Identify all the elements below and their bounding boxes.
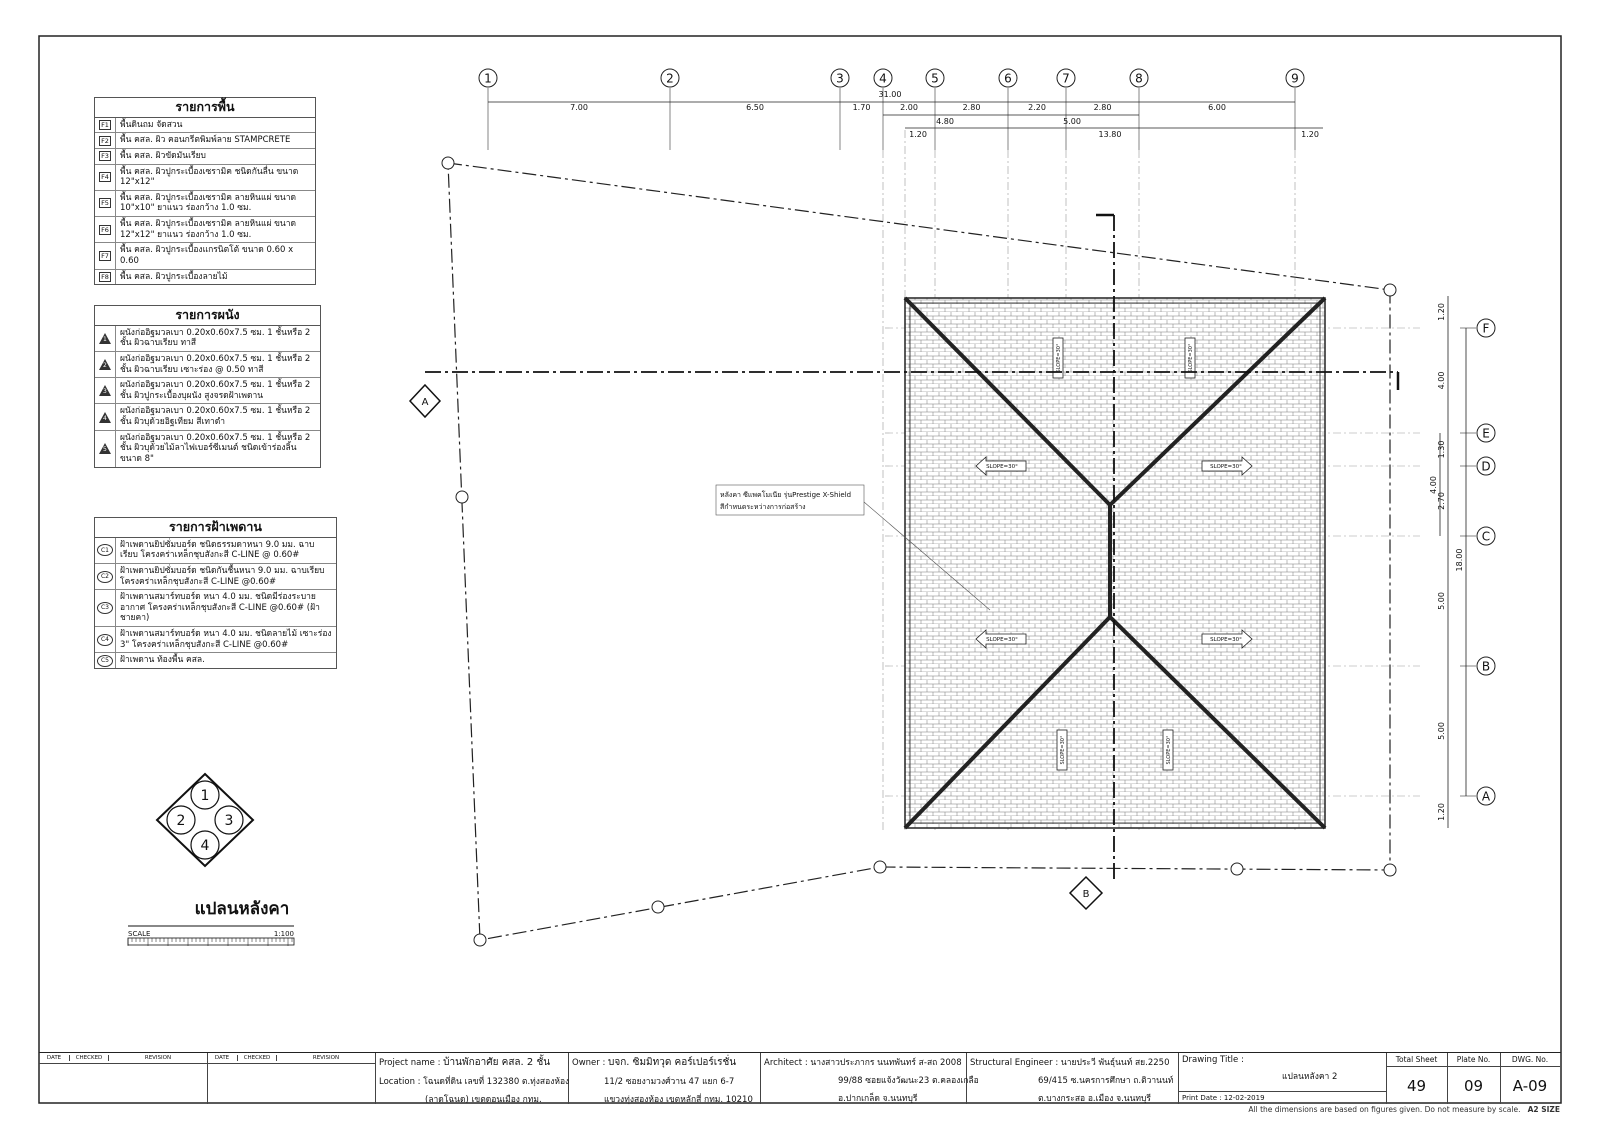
engineer-address-1: 69/415 ซ.นครการศึกษา ถ.ติวานนท์: [1038, 1076, 1174, 1086]
legend-tag-label: F5: [101, 199, 109, 208]
compass-number: 4: [200, 838, 210, 854]
architect-cell: [760, 1053, 979, 1104]
legend-wall-row: [95, 352, 320, 378]
legend-text: ผนังก่ออิฐมวลเบา 0.20x0.60x7.5 ซม. 1 ชั้นหรือ 2 ชั้น ผิวฉาบเรียบ เซาะร่อง @ 0.50 ทาสี: [120, 353, 311, 375]
grid-column-label: 7: [1062, 71, 1070, 86]
dimension-value: 6.50: [746, 103, 764, 112]
legend-ceiling-row: [95, 538, 336, 564]
title-block: [39, 1052, 1561, 1104]
legend-tag-label: 4: [103, 414, 107, 422]
legend-tag: [95, 564, 116, 589]
legend-text: ฝ้าเพดานสมาร์ทบอร์ด หนา 4.0 มม. ชนิดมีร่องระบายอากาศ โครงคร่าเหล็กชุบสังกะสี C-LINE @0.60# (ฝ้าชายคา): [120, 592, 320, 624]
slope-label: SLOPE=30°: [1210, 637, 1242, 643]
architect-value: นางสาวประภากร นนทพันทร์ ส-สถ 2008: [810, 1058, 962, 1068]
legend-tag: [95, 191, 116, 216]
legend-tag-label: 5: [103, 446, 107, 454]
legend-text: พื้น คสล. ผิวปูกระเบื้องเซรามิค ชนิดกันลื่น ขนาด 12"x12": [120, 166, 299, 188]
legend-tag: [95, 270, 116, 285]
legend-text: พื้น คสล. ผิวปูกระเบื้องลายไม้: [120, 271, 228, 282]
legend-floor-row: [95, 270, 315, 285]
grid-column-label: 9: [1291, 71, 1299, 86]
legend-tag: [95, 378, 116, 403]
legend-tag-label: 2: [103, 362, 107, 369]
legend-tag-label: F3: [101, 152, 109, 161]
plan-title: แปลนหลังคา: [194, 899, 290, 919]
legend-tag: [95, 431, 116, 467]
grid-column-label: 5: [931, 71, 939, 86]
rev-header: REVISION: [312, 1055, 340, 1061]
section-label-a: A: [421, 397, 429, 408]
survey-marker: [442, 157, 454, 169]
architect-label: Architect :: [764, 1058, 808, 1068]
legend-text: พื้นดินถม จัดสวน: [120, 119, 183, 130]
dimension-value: 1.20: [1301, 130, 1319, 139]
legend-tag: [95, 149, 116, 164]
legend-text: พื้น คสล. ผิวปูกระเบื้องเซรามิค ลายหินแผ่ ขนาด 10"x10" ยาแนว ร่องกว้าง 1.0 ซม.: [120, 192, 297, 214]
legend-floor-row: [95, 243, 315, 269]
dwg-no-value: A-09: [1512, 1077, 1548, 1095]
project-value: บ้านพักอาศัย คสล. 2 ชั้น: [443, 1057, 551, 1068]
engineer-cell: [966, 1053, 1179, 1104]
plate-no-label: Plate No.: [1447, 1053, 1500, 1067]
legend-tag: [95, 243, 116, 268]
legend-tag: [95, 165, 116, 190]
owner-cell: [568, 1053, 761, 1104]
grid-column-label: 1: [484, 71, 492, 86]
dimension-value: 5.00: [1437, 722, 1446, 740]
rev-header: REVISION: [144, 1055, 172, 1061]
grid-column-label: 3: [836, 71, 844, 86]
owner-address-1: 11/2 ซอยงามวงศ์วาน 47 แยก 6-7: [604, 1077, 735, 1087]
slope-label: SLOPE=30°: [1166, 735, 1172, 765]
grid-row-label: B: [1481, 659, 1491, 674]
drawing-title-cell: [1178, 1053, 1387, 1104]
legend-floor-row: [95, 165, 315, 191]
location-label: Location :: [379, 1077, 421, 1087]
slope-label: SLOPE=30°: [1060, 735, 1066, 765]
dimension-disclaimer: All the dimensions are based on figures given. Do not measure by scale.: [1248, 1105, 1521, 1114]
survey-marker: [1384, 864, 1396, 876]
dimension-value: 2.70: [1437, 492, 1446, 510]
location-value-2: (ลาดโฉนด) เขตดอนเมือง กทม.: [425, 1095, 542, 1105]
rev-header: DATE: [207, 1055, 238, 1061]
legend-tag-label: C5: [97, 655, 113, 667]
wall-legend: [94, 305, 321, 468]
survey-marker: [456, 491, 468, 503]
dimension-value: 7.00: [570, 103, 588, 112]
architect-address-2: อ.ปากเกล็ด จ.นนทบุรี: [838, 1094, 918, 1104]
grid-column-label: 2: [666, 71, 674, 86]
floor-legend-title: รายการพื้น: [95, 98, 315, 118]
legend-text: ฝ้าเพดานยิปซั่มบอร์ด ชนิดธรรมดาหนา 9.0 มม. ฉาบเรียบ โครงคร่าเหล็กชุบสังกะสี C-LINE @ 0.60#: [120, 539, 315, 561]
survey-marker: [874, 861, 886, 873]
total-sheet-cell: [1386, 1053, 1448, 1104]
dimension-value: 2.00: [900, 103, 918, 112]
survey-marker: [474, 934, 486, 946]
architect-address-1: 99/88 ซอยแจ้งวัฒนะ23 ต.คลองเกลือ: [838, 1076, 979, 1086]
legend-ceiling-row: [95, 564, 336, 590]
dwg-no-cell: [1500, 1053, 1560, 1104]
legend-text: ผนังก่ออิฐมวลเบา 0.20x0.60x7.5 ซม. 1 ชั้นหรือ 2 ชั้น ผิวปูกระเบื้องบุผนัง สูงจรดฝ้าเพดาน: [120, 380, 311, 401]
legend-tag: [95, 326, 116, 351]
legend-ceiling-row: [95, 590, 336, 627]
legend-tag-label: F6: [101, 225, 109, 234]
dimension-value: 2.80: [962, 103, 981, 112]
legend-floor-row: [95, 118, 315, 134]
slope-label: SLOPE=30°: [1188, 343, 1194, 373]
engineer-label: Structural Engineer :: [970, 1058, 1059, 1068]
dimension-value: 5.00: [1437, 592, 1446, 610]
legend-tag-label: F4: [101, 173, 109, 182]
ceiling-legend-title: รายการฝ้าเพดาน: [95, 518, 336, 538]
owner-label: Owner :: [572, 1058, 606, 1068]
dimension-value: 1.30: [1437, 440, 1446, 459]
legend-wall-row: [95, 404, 320, 430]
slope-label: SLOPE=30°: [1210, 464, 1242, 470]
legend-wall-row: [95, 326, 320, 352]
dwg-no-label: DWG. No.: [1500, 1053, 1560, 1067]
legend-tag: [95, 118, 116, 133]
location-value: โฉนดที่ดิน เลขที่ 132380 ต.ทุ่งสองห้อง: [423, 1077, 570, 1087]
plate-no-cell: [1447, 1053, 1501, 1104]
grid-column-label: 8: [1135, 71, 1143, 86]
scale-value: 1:100: [273, 930, 294, 938]
dimension-value: 6.00: [1208, 103, 1226, 112]
slope-label: SLOPE=30°: [1056, 343, 1062, 373]
rev-header: CHECKED: [238, 1055, 277, 1061]
legend-floor-row: [95, 133, 315, 149]
legend-tag-label: F1: [101, 120, 109, 129]
legend-ceiling-row: [95, 653, 336, 668]
compass-number: 1: [200, 788, 210, 804]
legend-wall-row: [95, 378, 320, 404]
legend-ceiling-row: [95, 627, 336, 653]
legend-tag: [95, 538, 116, 563]
dimension-value: 1.20: [1437, 303, 1446, 321]
revision-table-1: [39, 1053, 208, 1104]
dimension-value: 4.00: [1429, 476, 1438, 494]
survey-marker: [652, 901, 664, 913]
legend-text: พื้น คสล. ผิวปูกระเบื้องเซรามิค ลายหินแผ่ ขนาด 12"x12" ยาแนว ร่องกว้าง 1.0 ซม.: [120, 219, 297, 240]
grid-row-label: A: [1481, 789, 1491, 804]
grid-row-label: D: [1481, 459, 1491, 474]
compass-number: 2: [176, 813, 186, 829]
legend-tag-label: C2: [97, 571, 113, 583]
rev-header: DATE: [39, 1055, 70, 1061]
legend-text: ฝ้าเพดานสมาร์ทบอร์ด หนา 4.0 มม. ชนิดลายไม้ เซาะร่อง 3" โครงคร่าเหล็กชุบสังกะสี C-LINE @0.60#: [120, 629, 332, 650]
plate-no-value: 09: [1463, 1077, 1484, 1095]
dimension-value: 1.20: [1437, 803, 1446, 821]
legend-tag-label: F8: [101, 272, 109, 281]
grid-row-label: C: [1481, 529, 1491, 544]
engineer-value: นายประวี พันธุ์นนท์ สย.2250: [1060, 1058, 1170, 1068]
project-cell: [375, 1053, 569, 1104]
dimension-value: 4.00: [1437, 371, 1446, 390]
rev-header: CHECKED: [70, 1055, 109, 1061]
dimension-value: 1.20: [909, 130, 927, 139]
slope-label: SLOPE=30°: [986, 637, 1018, 643]
grid-column-label: 4: [879, 71, 887, 86]
grid-row-label: F: [1482, 321, 1490, 336]
paper-size: A2 SIZE: [1527, 1105, 1560, 1114]
legend-floor-row: [95, 191, 315, 217]
footer-note: [1248, 1105, 1560, 1114]
legend-tag-label: 3: [103, 388, 107, 396]
callout-text: หลังคา ซีแพคโมเนีย รุ่นPrestige X-Shield: [720, 491, 852, 499]
legend-text: ฝ้าเพดานยิปซั่มบอร์ด ชนิดกันชื้นหนา 9.0 มม. ฉาบเรียบ โครงคร่าเหล็กชุบสังกะสี C-LINE @0.60#: [120, 565, 325, 587]
dimension-value: 4.80: [936, 117, 954, 126]
total-sheet-label: Total Sheet: [1386, 1053, 1447, 1067]
legend-tag-label: C1: [97, 544, 113, 556]
grid-column-label: 6: [1004, 71, 1012, 86]
roof-outline: [905, 298, 1325, 828]
print-date: Print Date : 12-02-2019: [1178, 1091, 1386, 1104]
legend-wall-row: [95, 431, 320, 467]
grid-row-label: E: [1482, 426, 1490, 441]
legend-text: พื้น คสล. ผิว คอนกรีตพิมพ์ลาย STAMPCRETE: [120, 135, 291, 146]
project-label: Project name :: [379, 1058, 441, 1068]
scale-label: SCALE: [128, 930, 151, 938]
legend-text: ฝ้าเพดาน ท้องพื้น คสล.: [120, 655, 205, 666]
wall-legend-title: รายการผนัง: [95, 306, 320, 326]
survey-marker: [1231, 863, 1243, 875]
legend-tag: [95, 627, 116, 652]
legend-tag-label: C3: [97, 602, 113, 614]
owner-value: บจก. ซิมมิทวุด คอร์เปอร์เรชั่น: [608, 1057, 737, 1068]
legend-tag: [95, 590, 116, 626]
drawing-title-label: Drawing Title :: [1182, 1055, 1244, 1065]
legend-floor-row: [95, 149, 315, 165]
legend-text: ผนังก่ออิฐมวลเบา 0.20x0.60x7.5 ซม. 1 ชั้นหรือ 2 ชั้น ผิวบุด้วยอิฐเทียม สีเทาดำ: [120, 406, 311, 427]
dimension-value: 2.20: [1028, 103, 1046, 112]
dimension-value: 1.70: [852, 103, 871, 112]
legend-tag: [95, 133, 116, 148]
floor-legend: [94, 97, 316, 285]
callout-text: สีกำหนดระหว่างการก่อสร้าง: [720, 503, 806, 511]
dimension-value: 5.00: [1063, 117, 1081, 126]
legend-text: พื้น คสล. ผิวขัดมันเรียบ: [120, 150, 206, 161]
legend-text: ผนังก่ออิฐมวลเบา 0.20x0.60x7.5 ซม. 1 ชั้นหรือ 2 ชั้น ผิวบุด้วยไม้ลาไฟเบอร์ซีเมนต์ ชนิดเข้าร่องลิ้น ขนาด 8": [120, 432, 311, 464]
legend-tag-label: F7: [101, 251, 109, 260]
dimension-total: 31.00: [878, 90, 902, 99]
drawing-title-value: แปลนหลังคา 2: [1282, 1072, 1338, 1082]
ceiling-legend: [94, 517, 337, 669]
legend-tag-label: 1: [103, 335, 107, 343]
legend-tag: [95, 653, 116, 668]
total-sheet-value: 49: [1406, 1077, 1427, 1095]
scale-bar: [128, 938, 294, 945]
revision-table-2: [207, 1053, 376, 1104]
engineer-address-2: ต.บางกระสอ อ.เมือง จ.นนทบุรี: [1038, 1094, 1151, 1104]
compass-number: 3: [224, 813, 234, 829]
legend-tag-label: C4: [97, 634, 113, 646]
dimension-value: 2.80: [1093, 103, 1112, 112]
slope-label: SLOPE=30°: [986, 464, 1018, 470]
dimension-value: 13.80: [1098, 130, 1122, 139]
legend-text: ผนังก่ออิฐมวลเบา 0.20x0.60x7.5 ซม. 1 ชั้นหรือ 2 ชั้น ผิวฉาบเรียบ ทาสี: [120, 327, 311, 349]
legend-tag: [95, 404, 116, 429]
roof-plan: [128, 69, 1495, 946]
owner-address-2: แขวงทุ่งสองห้อง เขตหลักสี่ กทม. 10210: [604, 1095, 753, 1105]
dimension-value: 18.00: [1455, 548, 1464, 572]
legend-tag: [95, 217, 116, 242]
legend-floor-row: [95, 217, 315, 243]
survey-marker: [1384, 284, 1396, 296]
legend-tag: [95, 352, 116, 377]
section-label-b: B: [1082, 889, 1090, 900]
legend-text: พื้น คสล. ผิวปูกระเบื้องแกรนิตโต้ ขนาด 0.60 x 0.60: [120, 245, 294, 266]
legend-tag-label: F2: [101, 136, 109, 145]
